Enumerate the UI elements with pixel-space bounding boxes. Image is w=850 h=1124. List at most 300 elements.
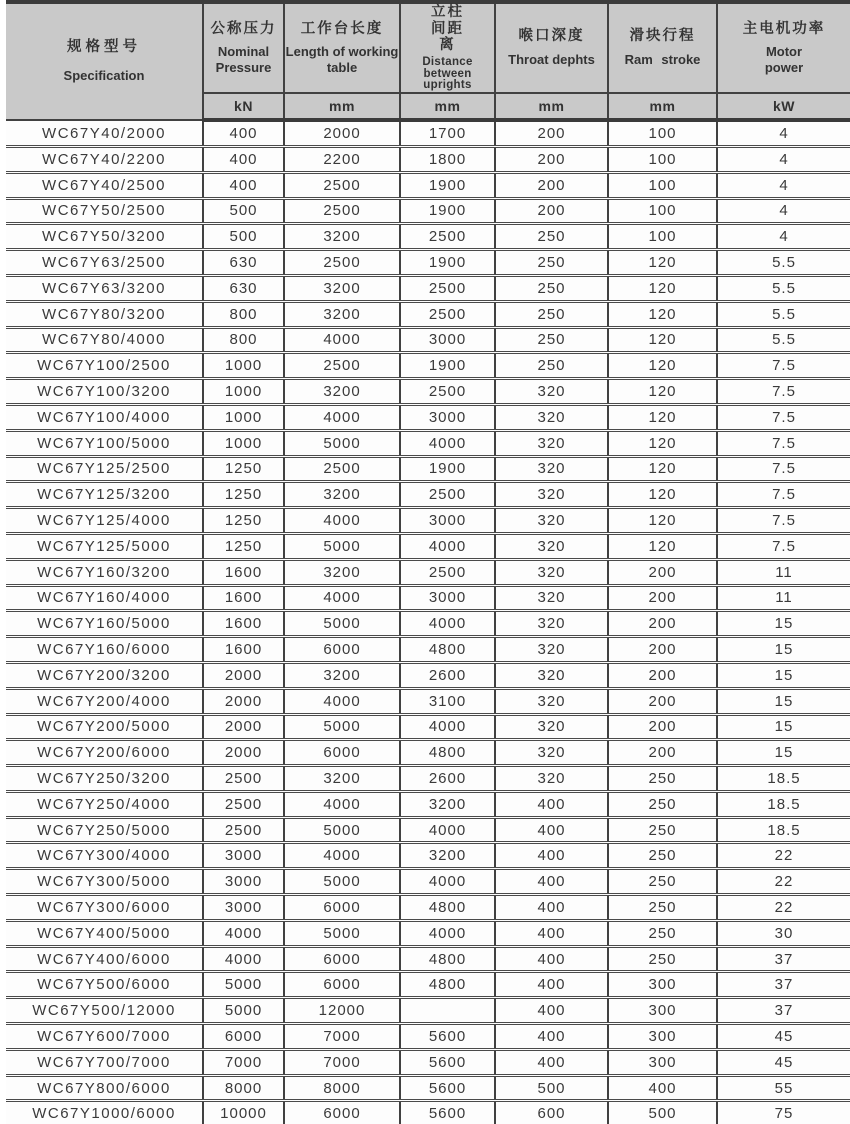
cell-nominal-pressure: 4000	[203, 946, 284, 972]
cell-ram-stroke: 120	[608, 404, 717, 430]
cell-uprights-distance: 5600	[400, 1101, 495, 1124]
cell-motor-power: 7.5	[717, 404, 850, 430]
table-row	[6, 766, 850, 792]
cell-motor-power: 22	[717, 843, 850, 869]
cell-specification: WC67Y125/3200	[6, 482, 203, 508]
cell-specification: WC67Y800/6000	[6, 1075, 203, 1101]
cell-throat-depth: 400	[495, 817, 608, 843]
cell-motor-power: 7.5	[717, 379, 850, 405]
table-row	[6, 120, 850, 146]
cell-specification: WC67Y700/7000	[6, 1049, 203, 1075]
cell-uprights-distance: 3200	[400, 791, 495, 817]
table-row	[6, 508, 850, 534]
cell-uprights-distance	[400, 998, 495, 1024]
cell-uprights-distance: 1800	[400, 146, 495, 172]
cell-motor-power: 11	[717, 559, 850, 585]
cell-nominal-pressure: 2000	[203, 662, 284, 688]
cell-throat-depth: 400	[495, 998, 608, 1024]
cell-throat-depth: 400	[495, 920, 608, 946]
cell-working-table-length: 7000	[284, 1024, 400, 1050]
cell-throat-depth: 320	[495, 559, 608, 585]
cell-throat-depth: 400	[495, 946, 608, 972]
cell-ram-stroke: 200	[608, 688, 717, 714]
cell-specification: WC67Y500/12000	[6, 998, 203, 1024]
cell-uprights-distance: 1900	[400, 353, 495, 379]
cell-specification: WC67Y200/6000	[6, 740, 203, 766]
cell-specification: WC67Y160/4000	[6, 585, 203, 611]
cell-nominal-pressure: 800	[203, 327, 284, 353]
cell-specification: WC67Y250/3200	[6, 766, 203, 792]
cell-working-table-length: 6000	[284, 637, 400, 663]
cell-motor-power: 37	[717, 946, 850, 972]
col-header-working-table-length	[284, 2, 400, 93]
table-row	[6, 662, 850, 688]
cell-ram-stroke: 200	[608, 714, 717, 740]
cell-working-table-length: 2500	[284, 456, 400, 482]
cell-uprights-distance: 4000	[400, 817, 495, 843]
col-header-ram-stroke-en: Ram stroke	[624, 52, 701, 68]
cell-specification: WC67Y200/4000	[6, 688, 203, 714]
cell-throat-depth: 250	[495, 353, 608, 379]
table-row	[6, 559, 850, 585]
cell-nominal-pressure: 1250	[203, 533, 284, 559]
cell-nominal-pressure: 2000	[203, 688, 284, 714]
cell-ram-stroke: 100	[608, 146, 717, 172]
cell-nominal-pressure: 4000	[203, 920, 284, 946]
cell-working-table-length: 3200	[284, 301, 400, 327]
cell-ram-stroke: 200	[608, 740, 717, 766]
table-row	[6, 920, 850, 946]
table-row	[6, 353, 850, 379]
cell-motor-power: 18.5	[717, 791, 850, 817]
cell-specification: WC67Y125/2500	[6, 456, 203, 482]
table-row	[6, 275, 850, 301]
cell-specification: WC67Y500/6000	[6, 972, 203, 998]
cell-specification: WC67Y250/5000	[6, 817, 203, 843]
cell-uprights-distance: 3000	[400, 327, 495, 353]
cell-uprights-distance: 3200	[400, 843, 495, 869]
cell-throat-depth: 400	[495, 1024, 608, 1050]
cell-nominal-pressure: 10000	[203, 1101, 284, 1124]
spec-table-header	[6, 2, 850, 120]
table-row	[6, 250, 850, 276]
cell-specification: WC67Y100/5000	[6, 430, 203, 456]
cell-specification: WC67Y600/7000	[6, 1024, 203, 1050]
cell-working-table-length: 4000	[284, 327, 400, 353]
cell-ram-stroke: 120	[608, 533, 717, 559]
cell-uprights-distance: 4800	[400, 946, 495, 972]
cell-throat-depth: 320	[495, 533, 608, 559]
cell-uprights-distance: 1900	[400, 198, 495, 224]
table-row	[6, 869, 850, 895]
cell-nominal-pressure: 1250	[203, 508, 284, 534]
cell-specification: WC67Y125/5000	[6, 533, 203, 559]
cell-throat-depth: 320	[495, 456, 608, 482]
cell-uprights-distance: 4800	[400, 895, 495, 921]
cell-working-table-length: 3200	[284, 379, 400, 405]
col-header-working-table-length-zh: 工作台长度	[300, 20, 384, 37]
cell-ram-stroke: 200	[608, 559, 717, 585]
table-row	[6, 379, 850, 405]
cell-working-table-length: 5000	[284, 714, 400, 740]
cell-specification: WC67Y80/3200	[6, 301, 203, 327]
unit-nominal-pressure: kN	[203, 93, 284, 120]
cell-ram-stroke: 300	[608, 1024, 717, 1050]
cell-motor-power: 11	[717, 585, 850, 611]
cell-uprights-distance: 1900	[400, 456, 495, 482]
table-row	[6, 301, 850, 327]
table-row	[6, 1049, 850, 1075]
cell-uprights-distance: 2600	[400, 662, 495, 688]
cell-specification: WC67Y160/5000	[6, 611, 203, 637]
cell-motor-power: 15	[717, 662, 850, 688]
cell-specification: WC67Y400/5000	[6, 920, 203, 946]
cell-working-table-length: 12000	[284, 998, 400, 1024]
cell-motor-power: 22	[717, 869, 850, 895]
col-header-throat-depth-en: Throat dephts	[508, 52, 595, 68]
cell-nominal-pressure: 400	[203, 120, 284, 146]
cell-throat-depth: 400	[495, 843, 608, 869]
cell-nominal-pressure: 3000	[203, 895, 284, 921]
cell-motor-power: 30	[717, 920, 850, 946]
cell-ram-stroke: 250	[608, 843, 717, 869]
cell-motor-power: 7.5	[717, 430, 850, 456]
cell-motor-power: 7.5	[717, 456, 850, 482]
cell-uprights-distance: 2600	[400, 766, 495, 792]
cell-motor-power: 75	[717, 1101, 850, 1124]
cell-nominal-pressure: 6000	[203, 1024, 284, 1050]
cell-working-table-length: 3200	[284, 275, 400, 301]
table-row	[6, 688, 850, 714]
cell-working-table-length: 5000	[284, 430, 400, 456]
cell-throat-depth: 200	[495, 120, 608, 146]
cell-ram-stroke: 200	[608, 662, 717, 688]
cell-uprights-distance: 4800	[400, 740, 495, 766]
cell-uprights-distance: 4000	[400, 533, 495, 559]
cell-nominal-pressure: 800	[203, 301, 284, 327]
cell-uprights-distance: 4800	[400, 637, 495, 663]
cell-uprights-distance: 3000	[400, 585, 495, 611]
cell-working-table-length: 4000	[284, 791, 400, 817]
table-row	[6, 714, 850, 740]
cell-working-table-length: 4000	[284, 585, 400, 611]
table-row	[6, 611, 850, 637]
cell-specification: WC67Y160/6000	[6, 637, 203, 663]
col-header-ram-stroke	[608, 2, 717, 93]
table-row	[6, 224, 850, 250]
table-row	[6, 1024, 850, 1050]
cell-uprights-distance: 4000	[400, 611, 495, 637]
table-row	[6, 430, 850, 456]
cell-ram-stroke: 200	[608, 637, 717, 663]
cell-nominal-pressure: 2500	[203, 766, 284, 792]
cell-working-table-length: 7000	[284, 1049, 400, 1075]
cell-motor-power: 15	[717, 714, 850, 740]
cell-specification: WC67Y125/4000	[6, 508, 203, 534]
unit-motor-power: kW	[717, 93, 850, 120]
cell-motor-power: 7.5	[717, 353, 850, 379]
cell-working-table-length: 3200	[284, 224, 400, 250]
cell-specification: WC67Y50/3200	[6, 224, 203, 250]
cell-motor-power: 55	[717, 1075, 850, 1101]
table-row	[6, 1075, 850, 1101]
cell-working-table-length: 4000	[284, 404, 400, 430]
cell-nominal-pressure: 7000	[203, 1049, 284, 1075]
col-header-working-table-length-en: Length of working table	[285, 44, 399, 75]
cell-nominal-pressure: 1250	[203, 482, 284, 508]
cell-motor-power: 7.5	[717, 508, 850, 534]
cell-nominal-pressure: 3000	[203, 869, 284, 895]
table-row	[6, 456, 850, 482]
col-header-ram-stroke-zh: 滑块行程	[629, 28, 696, 45]
cell-working-table-length: 5000	[284, 611, 400, 637]
cell-uprights-distance: 5600	[400, 1075, 495, 1101]
cell-throat-depth: 200	[495, 172, 608, 198]
cell-working-table-length: 6000	[284, 972, 400, 998]
cell-specification: WC67Y63/3200	[6, 275, 203, 301]
cell-ram-stroke: 250	[608, 946, 717, 972]
cell-ram-stroke: 120	[608, 482, 717, 508]
cell-motor-power: 15	[717, 688, 850, 714]
table-row	[6, 585, 850, 611]
cell-ram-stroke: 250	[608, 817, 717, 843]
cell-working-table-length: 6000	[284, 895, 400, 921]
cell-ram-stroke: 120	[608, 456, 717, 482]
cell-throat-depth: 320	[495, 404, 608, 430]
cell-nominal-pressure: 1000	[203, 430, 284, 456]
cell-ram-stroke: 120	[608, 275, 717, 301]
cell-ram-stroke: 120	[608, 430, 717, 456]
cell-ram-stroke: 100	[608, 198, 717, 224]
table-row	[6, 895, 850, 921]
cell-uprights-distance: 2500	[400, 301, 495, 327]
cell-specification: WC67Y160/3200	[6, 559, 203, 585]
cell-working-table-length: 5000	[284, 533, 400, 559]
cell-throat-depth: 320	[495, 379, 608, 405]
cell-nominal-pressure: 1600	[203, 637, 284, 663]
col-header-nominal-pressure	[203, 2, 284, 93]
cell-working-table-length: 4000	[284, 843, 400, 869]
table-row	[6, 637, 850, 663]
cell-specification: WC67Y400/6000	[6, 946, 203, 972]
cell-motor-power: 4	[717, 198, 850, 224]
cell-uprights-distance: 2500	[400, 275, 495, 301]
cell-working-table-length: 6000	[284, 740, 400, 766]
col-header-nominal-pressure-en: Nominal Pressure	[215, 44, 272, 75]
cell-motor-power: 22	[717, 895, 850, 921]
col-header-motor-power	[717, 2, 850, 93]
unit-throat-depth: mm	[495, 93, 608, 120]
cell-motor-power: 4	[717, 120, 850, 146]
cell-motor-power: 15	[717, 611, 850, 637]
cell-motor-power: 18.5	[717, 817, 850, 843]
cell-ram-stroke: 250	[608, 791, 717, 817]
cell-throat-depth: 400	[495, 895, 608, 921]
table-row	[6, 972, 850, 998]
table-row	[6, 146, 850, 172]
cell-ram-stroke: 100	[608, 120, 717, 146]
cell-ram-stroke: 250	[608, 766, 717, 792]
cell-uprights-distance: 1900	[400, 172, 495, 198]
cell-uprights-distance: 4800	[400, 972, 495, 998]
cell-throat-depth: 250	[495, 327, 608, 353]
cell-motor-power: 37	[717, 998, 850, 1024]
cell-specification: WC67Y80/4000	[6, 327, 203, 353]
cell-specification: WC67Y40/2500	[6, 172, 203, 198]
table-row	[6, 327, 850, 353]
cell-ram-stroke: 120	[608, 250, 717, 276]
cell-nominal-pressure: 5000	[203, 972, 284, 998]
cell-motor-power: 45	[717, 1024, 850, 1050]
cell-ram-stroke: 200	[608, 585, 717, 611]
cell-ram-stroke: 500	[608, 1101, 717, 1124]
cell-motor-power: 45	[717, 1049, 850, 1075]
cell-uprights-distance: 2500	[400, 482, 495, 508]
cell-working-table-length: 6000	[284, 1101, 400, 1124]
cell-throat-depth: 320	[495, 662, 608, 688]
cell-throat-depth: 250	[495, 301, 608, 327]
table-row	[6, 946, 850, 972]
col-header-uprights-distance-zh: 立柱间距离	[431, 4, 464, 54]
cell-throat-depth: 400	[495, 1049, 608, 1075]
unit-uprights-distance: mm	[400, 93, 495, 120]
table-row	[6, 404, 850, 430]
cell-ram-stroke: 300	[608, 972, 717, 998]
table-row	[6, 998, 850, 1024]
cell-working-table-length: 2500	[284, 172, 400, 198]
unit-ram-stroke: mm	[608, 93, 717, 120]
cell-ram-stroke: 300	[608, 998, 717, 1024]
cell-throat-depth: 500	[495, 1075, 608, 1101]
cell-nominal-pressure: 1600	[203, 611, 284, 637]
cell-working-table-length: 4000	[284, 688, 400, 714]
cell-working-table-length: 2500	[284, 353, 400, 379]
cell-throat-depth: 320	[495, 740, 608, 766]
cell-nominal-pressure: 2500	[203, 817, 284, 843]
table-row	[6, 740, 850, 766]
cell-ram-stroke: 120	[608, 508, 717, 534]
cell-nominal-pressure: 1000	[203, 404, 284, 430]
cell-specification: WC67Y300/5000	[6, 869, 203, 895]
cell-ram-stroke: 100	[608, 172, 717, 198]
cell-ram-stroke: 120	[608, 379, 717, 405]
cell-nominal-pressure: 1250	[203, 456, 284, 482]
cell-specification: WC67Y200/5000	[6, 714, 203, 740]
col-header-throat-depth	[495, 2, 608, 93]
cell-specification: WC67Y300/6000	[6, 895, 203, 921]
cell-working-table-length: 2000	[284, 120, 400, 146]
cell-uprights-distance: 3000	[400, 404, 495, 430]
cell-uprights-distance: 1700	[400, 120, 495, 146]
col-header-uprights-distance-en: Distance between uprights	[422, 56, 473, 92]
col-header-motor-power-en: Motor power	[764, 44, 804, 75]
cell-working-table-length: 3200	[284, 559, 400, 585]
cell-motor-power: 5.5	[717, 301, 850, 327]
col-header-throat-depth-zh: 喉口深度	[518, 28, 585, 45]
cell-nominal-pressure: 400	[203, 172, 284, 198]
cell-motor-power: 5.5	[717, 275, 850, 301]
cell-working-table-length: 2500	[284, 198, 400, 224]
cell-ram-stroke: 120	[608, 327, 717, 353]
cell-throat-depth: 320	[495, 714, 608, 740]
cell-throat-depth: 600	[495, 1101, 608, 1124]
cell-specification: WC67Y100/4000	[6, 404, 203, 430]
cell-uprights-distance: 1900	[400, 250, 495, 276]
cell-motor-power: 7.5	[717, 482, 850, 508]
cell-uprights-distance: 4000	[400, 920, 495, 946]
cell-working-table-length: 5000	[284, 920, 400, 946]
header-label-row	[6, 2, 850, 93]
cell-nominal-pressure: 8000	[203, 1075, 284, 1101]
cell-motor-power: 7.5	[717, 533, 850, 559]
cell-motor-power: 37	[717, 972, 850, 998]
table-row	[6, 791, 850, 817]
cell-motor-power: 4	[717, 224, 850, 250]
cell-motor-power: 5.5	[717, 327, 850, 353]
cell-motor-power: 4	[717, 172, 850, 198]
table-row	[6, 198, 850, 224]
cell-motor-power: 15	[717, 740, 850, 766]
spec-table-body	[6, 120, 850, 1124]
cell-ram-stroke: 120	[608, 301, 717, 327]
col-header-specification-zh: 规格型号	[67, 39, 141, 56]
unit-working-table-length: mm	[284, 93, 400, 120]
cell-nominal-pressure: 630	[203, 275, 284, 301]
cell-ram-stroke: 300	[608, 1049, 717, 1075]
cell-throat-depth: 320	[495, 688, 608, 714]
cell-uprights-distance: 4000	[400, 869, 495, 895]
cell-motor-power: 15	[717, 637, 850, 663]
cell-motor-power: 18.5	[717, 766, 850, 792]
cell-uprights-distance: 5600	[400, 1049, 495, 1075]
col-header-nominal-pressure-zh: 公称压力	[210, 20, 277, 37]
cell-throat-depth: 400	[495, 869, 608, 895]
cell-throat-depth: 400	[495, 972, 608, 998]
cell-nominal-pressure: 500	[203, 198, 284, 224]
cell-throat-depth: 320	[495, 430, 608, 456]
cell-nominal-pressure: 1000	[203, 379, 284, 405]
cell-specification: WC67Y50/2500	[6, 198, 203, 224]
cell-nominal-pressure: 3000	[203, 843, 284, 869]
cell-working-table-length: 4000	[284, 508, 400, 534]
cell-nominal-pressure: 2000	[203, 714, 284, 740]
cell-throat-depth: 250	[495, 275, 608, 301]
cell-uprights-distance: 2500	[400, 224, 495, 250]
cell-specification: WC67Y100/2500	[6, 353, 203, 379]
cell-nominal-pressure: 5000	[203, 998, 284, 1024]
cell-nominal-pressure: 500	[203, 224, 284, 250]
cell-throat-depth: 320	[495, 637, 608, 663]
cell-specification: WC67Y40/2000	[6, 120, 203, 146]
cell-uprights-distance: 2500	[400, 559, 495, 585]
cell-specification: WC67Y200/3200	[6, 662, 203, 688]
cell-working-table-length: 8000	[284, 1075, 400, 1101]
cell-ram-stroke: 200	[608, 611, 717, 637]
cell-nominal-pressure: 400	[203, 146, 284, 172]
cell-ram-stroke: 120	[608, 353, 717, 379]
col-header-uprights-distance	[400, 2, 495, 93]
col-header-motor-power-zh: 主电机功率	[742, 20, 826, 37]
cell-nominal-pressure: 1000	[203, 353, 284, 379]
cell-nominal-pressure: 1600	[203, 559, 284, 585]
cell-motor-power: 4	[717, 146, 850, 172]
cell-nominal-pressure: 2500	[203, 791, 284, 817]
cell-throat-depth: 320	[495, 766, 608, 792]
cell-motor-power: 5.5	[717, 250, 850, 276]
cell-throat-depth: 200	[495, 198, 608, 224]
cell-working-table-length: 3200	[284, 662, 400, 688]
cell-working-table-length: 2200	[284, 146, 400, 172]
